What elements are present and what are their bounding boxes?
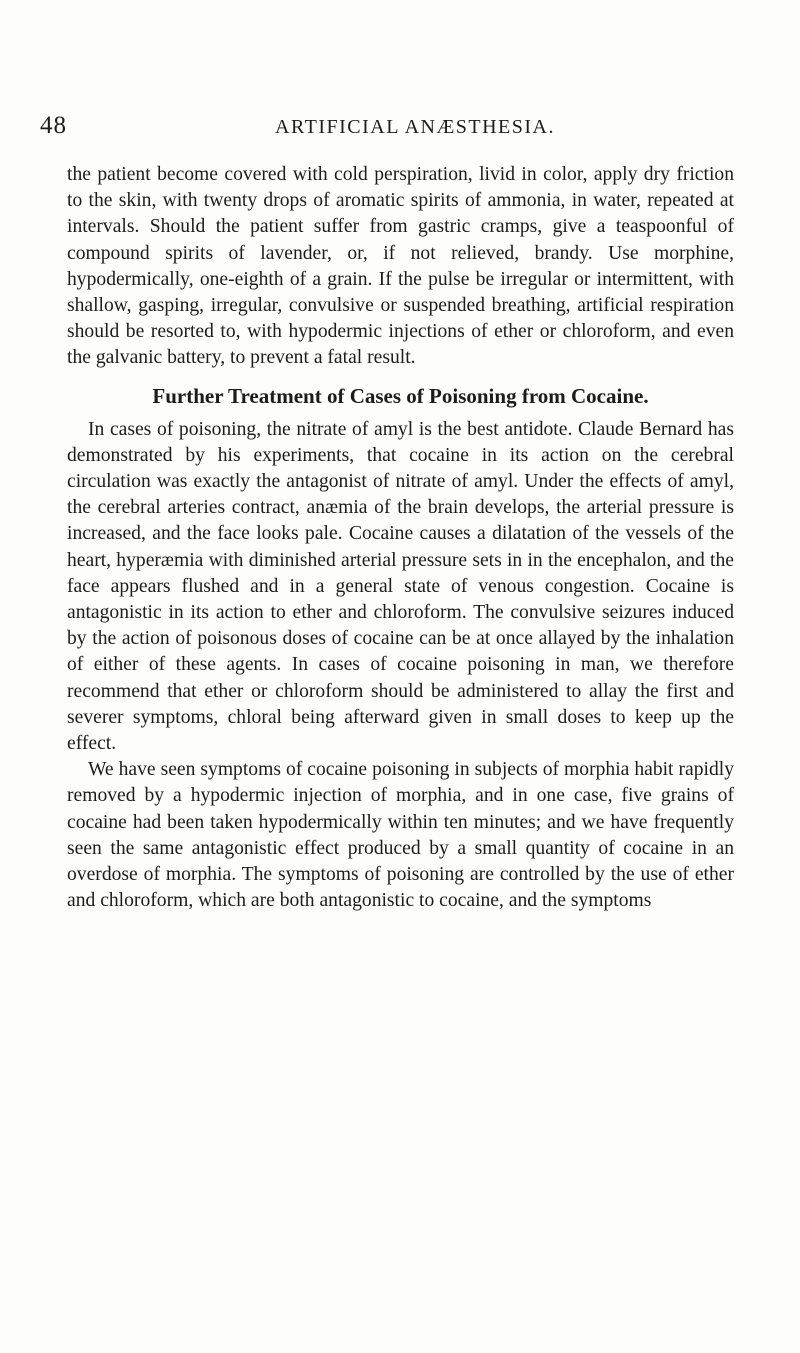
section-heading: Further Treatment of Cases of Poisoning from Cocaine. — [152, 383, 649, 408]
body-paragraph: We have seen symptoms of cocaine poisoning in subjects of morphia habit rapidly removed by a hypodermic injection of morphia, and in one case, five grains of cocaine had been taken hypodermically within ten minutes; and we have frequently seen the same antagonistic effect produced by a small quantity of cocaine in an overdose of morphia. The symptoms of poisoning are controlled by the use of ether and chloroform, which are both antagonistic to cocaine, and the symptoms — [67, 759, 734, 912]
body-paragraph: In cases of poisoning, the nitrate of amyl is the best antidote. Claude Bernard has demonstrated by his experiments, that cocaine in its action on the cerebral circulation was exactly the antagonist of nitrate of amyl. Under the effects of amyl, the cerebral arteries contract, anæmia of the brain develops, the arterial pressure is increased, and the face looks pale. Cocaine causes a dilatation of the vessels of the heart, hyperæmia with diminished arterial pressure sets in in the encephalon, and the face appears flushed and in a general state of venous congestion. Cocaine is antagonistic in its action to ether and chloroform. The convulsive seizures induced by the action of poisonous doses of cocaine can be at once allayed by the inhalation of either of these agents. In cases of cocaine poisoning in man, we therefore recommend that ether or chloroform should be administered to allay the first and severer symptoms, chloral being afterward given in small doses to keep up the effect. — [67, 418, 734, 755]
page-body — [67, 162, 734, 914]
body-paragraph: the patient become covered with cold perspiration, livid in color, apply dry friction to the skin, with twenty drops of aromatic spirits of ammonia, in water, repeated at intervals. Should the patient suffer from gastric cramps, give a teaspoonful of compound spirits of lavender, or, if not relieved, brandy. Use morphine, hypodermically, one-eighth of a grain. If the pulse be irregular or intermittent, with shallow, gasping, irregular, convulsive or suspended breathing, artificial respiration should be resorted to, with hypodermic injections of ether or chloroform, and even the galvanic battery, to prevent a fatal result. — [67, 164, 734, 369]
running-head: ARTIFICIAL ANÆSTHESIA. — [275, 116, 555, 138]
page-header — [40, 112, 770, 142]
page-number: 48 — [40, 112, 67, 139]
